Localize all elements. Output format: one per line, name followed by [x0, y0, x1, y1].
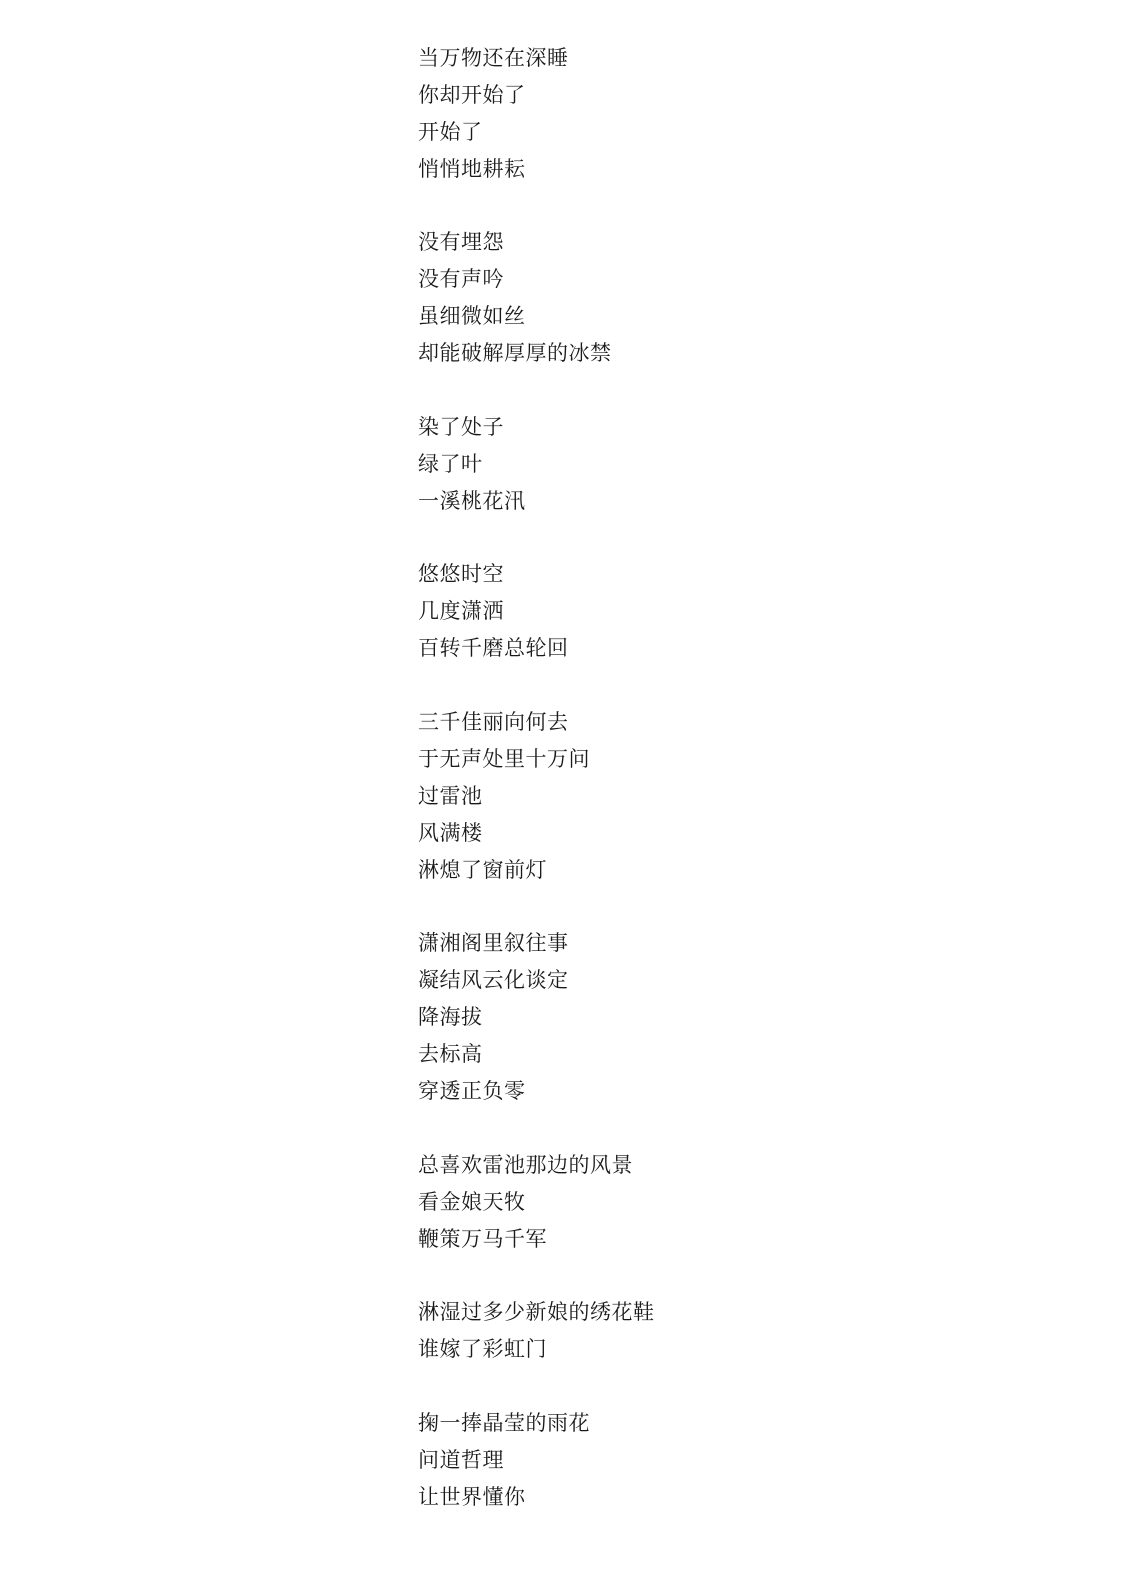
poem-line: 问道哲理 — [418, 1447, 504, 1472]
poem-line: 没有埋怨 — [418, 230, 504, 255]
poem-line: 当万物还在深睡 — [418, 46, 569, 70]
poem-line: 看金娘天牧 — [418, 1189, 526, 1214]
poem-line: 却能破解厚厚的冰禁 — [418, 341, 612, 366]
poem-line: 鞭策万马千军 — [418, 1226, 547, 1251]
poem-stanza — [418, 224, 1018, 372]
poem — [418, 40, 1018, 1553]
poem-line: 淋湿过多少新娘的绣花鞋 — [418, 1300, 655, 1325]
poem-line: 降海拔 — [418, 1005, 483, 1030]
poem-line: 悠悠时空 — [418, 562, 504, 587]
poem-line: 绿了叶 — [418, 451, 483, 476]
poem-line: 三千佳丽向何去 — [418, 710, 569, 735]
poem-line: 染了处子 — [418, 414, 504, 439]
poem-line: 一溪桃花汛 — [418, 488, 526, 513]
poem-line: 百转千磨总轮回 — [418, 636, 569, 661]
poem-line: 于无声处里十万问 — [418, 746, 590, 771]
poem-stanza — [418, 40, 1018, 188]
poem-line: 穿透正负零 — [418, 1078, 526, 1103]
poem-line: 没有声吟 — [418, 267, 504, 292]
poem-line: 你却开始了 — [418, 82, 526, 107]
poem-line: 开始了 — [418, 119, 483, 144]
poem-stanza — [418, 704, 1018, 888]
poem-line: 掬一捧晶莹的雨花 — [418, 1410, 590, 1435]
poem-line: 凝结风云化谈定 — [418, 968, 569, 993]
poem-line: 虽细微如丝 — [418, 304, 526, 329]
poem-line: 潇湘阁里叙往事 — [418, 931, 569, 956]
poem-stanza — [418, 409, 1018, 520]
poem-line: 淋熄了窗前灯 — [418, 857, 547, 882]
poem-stanza — [418, 1294, 1018, 1368]
poem-line: 谁嫁了彩虹门 — [418, 1337, 547, 1362]
poem-stanza — [418, 1405, 1018, 1516]
poem-line: 去标高 — [418, 1042, 483, 1067]
poem-line: 让世界懂你 — [418, 1484, 526, 1509]
poem-line: 总喜欢雷池那边的风景 — [418, 1152, 633, 1177]
poem-stanza — [418, 556, 1018, 667]
poem-line: 悄悄地耕耘 — [418, 156, 526, 181]
poem-stanza — [418, 1147, 1018, 1258]
poem-stanza — [418, 925, 1018, 1109]
poem-line: 风满楼 — [418, 820, 483, 845]
poem-line: 几度潇洒 — [418, 599, 504, 624]
poem-line: 过雷池 — [418, 783, 483, 808]
